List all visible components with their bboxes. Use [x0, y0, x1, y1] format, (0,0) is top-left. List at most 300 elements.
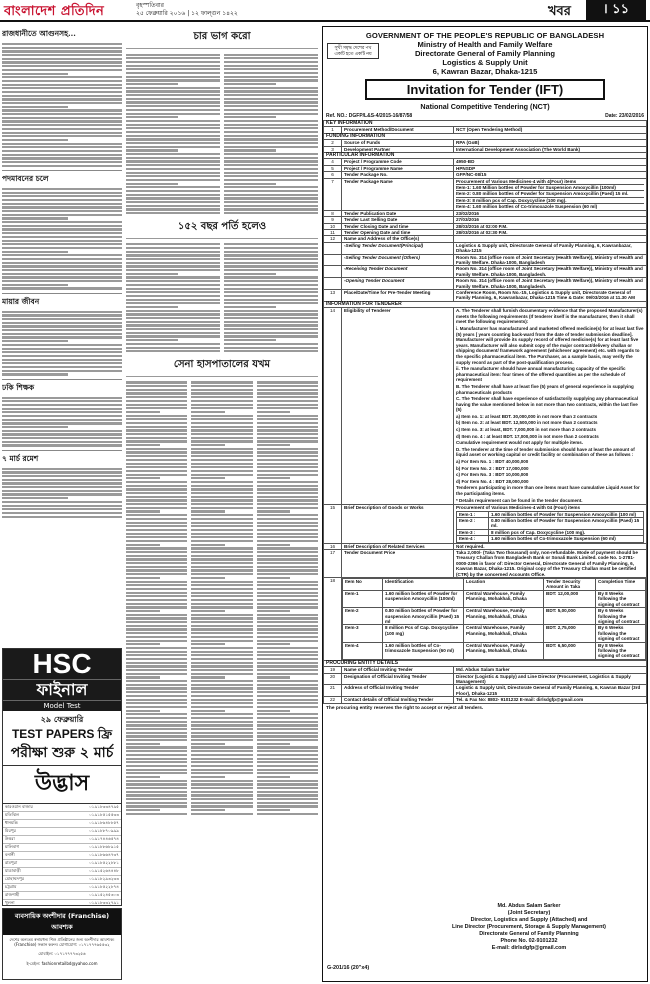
- text-line: [224, 194, 318, 196]
- row-label: Eligibility of Tenderer: [342, 308, 454, 505]
- row-value: Logistic & Supply Unit, Directorate General of Family Planning, 6, Kawran Bazar (3rd Floor), Dhaka-1215: [454, 685, 647, 697]
- text-line: [257, 396, 318, 398]
- branch-name: খুলনা: [3, 900, 60, 907]
- text-line: [224, 269, 318, 271]
- text-line: [2, 265, 122, 267]
- text-line: [2, 58, 122, 60]
- text-line: [224, 65, 318, 67]
- text-line: [126, 676, 160, 678]
- text-line: [191, 444, 225, 446]
- branch-name: রামপুরা: [3, 860, 60, 868]
- text-line: [2, 359, 122, 361]
- section-header: KEY INFORMATION: [324, 121, 647, 127]
- text-line: [191, 433, 252, 435]
- article-body: [224, 52, 318, 216]
- text-line: [257, 676, 291, 678]
- text-line: [191, 440, 252, 442]
- text-line: [126, 577, 160, 579]
- section-header: PARTICULAR INFORMATION: [324, 153, 647, 159]
- text-line: [2, 269, 122, 271]
- text-line: [126, 735, 187, 737]
- lot-id: 1.60 million bottles of Powder for suspension Amoxycillin (100ml): [383, 590, 464, 607]
- text-line: [191, 573, 252, 575]
- text-line: [257, 599, 318, 601]
- text-line: [2, 117, 122, 119]
- text-line: [2, 404, 122, 406]
- lot-table-cell: [342, 578, 647, 661]
- office-value: Room No. 314 (office room of Joint Secretary (Health Welfare)), Ministry of Health and Family Welfare. Dhaka-1000, Bangladesh.: [454, 278, 647, 290]
- text-line: [191, 400, 252, 402]
- branch-name: মিরপুর: [3, 828, 60, 836]
- row-number: 22: [324, 697, 342, 703]
- text-line: [2, 287, 122, 289]
- section-name: খবর: [548, 4, 571, 19]
- text-line: [126, 98, 220, 100]
- text-line: [257, 772, 318, 774]
- text-line: [257, 518, 318, 520]
- text-line: [224, 98, 318, 100]
- branch-phone: ০১৯১৮৫২২৮৭৪: [60, 884, 121, 892]
- text-line: [224, 149, 276, 151]
- text-line: [126, 566, 187, 568]
- text-line: [126, 813, 187, 815]
- section-header: INFORMATION FOR TENDERER: [324, 301, 647, 307]
- text-line: [257, 522, 318, 524]
- branch-name: বনানী: [3, 852, 60, 860]
- text-line: [126, 787, 187, 789]
- article-body: [126, 380, 187, 817]
- text-line: [126, 809, 160, 811]
- text-line: [191, 588, 252, 590]
- text-line: [126, 429, 187, 431]
- text-line: [126, 721, 187, 723]
- text-line: [191, 566, 252, 568]
- text-line: [191, 643, 225, 645]
- text-line: [2, 240, 122, 242]
- text-line: [2, 280, 122, 282]
- ad-test-papers: TEST PAPERS ফ্রি: [11, 727, 113, 741]
- text-line: [2, 437, 122, 439]
- office-value: Logistics & Supply unit, Directorate General of Family Planning, 6, Kawranbazar, Dhaka-1215: [454, 242, 647, 254]
- text-line: [126, 201, 220, 203]
- lot-header: Location: [464, 579, 544, 591]
- text-line: [257, 640, 318, 642]
- ref-line: [323, 113, 647, 119]
- text-line: [126, 717, 187, 719]
- text-line: [126, 691, 187, 693]
- text-line: [126, 194, 220, 196]
- text-line: [2, 195, 122, 197]
- eligibility-line: a) For Item No. 1 : BDT 40,000,000: [456, 459, 529, 465]
- ministry: Ministry of Health and Family Welfare: [417, 40, 553, 49]
- signature-line: (Joint Secretary): [507, 910, 551, 916]
- text-line: [2, 157, 122, 159]
- lot-loc: Central Warehouse, Family Planning, Mohakhali, Dhaka: [464, 642, 544, 659]
- goods-item-no: Item-1 :: [457, 511, 489, 517]
- slogan-box: সুখী সমৃদ্ধ দেশের পথ একটি হতে একটি নয়: [327, 43, 379, 59]
- text-line: [191, 407, 252, 409]
- text-line: [257, 769, 318, 771]
- text-line: [191, 496, 252, 498]
- text-line: [224, 335, 318, 337]
- text-line: [126, 65, 220, 67]
- text-line: [191, 470, 252, 472]
- eligibility-line: b) For Item No. 2 : BDT 17,000,000: [456, 465, 529, 471]
- text-line: [2, 192, 122, 194]
- text-line: [257, 433, 318, 435]
- text-line: [2, 43, 122, 45]
- text-line: [2, 344, 122, 346]
- text-line: [126, 636, 187, 638]
- row-number: 7: [324, 178, 342, 210]
- text-line: [191, 510, 225, 512]
- text-line: [224, 61, 318, 63]
- text-line: [2, 199, 122, 201]
- text-line: [126, 706, 187, 708]
- row-label: Brief Description of Related Services: [342, 543, 454, 549]
- text-line: [2, 135, 122, 137]
- article-body: [2, 188, 122, 290]
- text-line: [126, 247, 220, 249]
- text-line: [2, 262, 122, 264]
- text-line: [191, 499, 252, 501]
- directorate: Directorate General of Family Planning: [414, 49, 556, 58]
- text-line: [126, 474, 187, 476]
- text-line: [126, 632, 187, 634]
- row-label: Name of Official Inviting Tender: [342, 667, 454, 673]
- text-line: [2, 91, 122, 93]
- text-line: [257, 422, 318, 424]
- section-header: PROCURING ENTITY DETAILS: [324, 660, 647, 666]
- row-value: Not required.: [454, 543, 647, 549]
- text-line: [224, 288, 318, 290]
- text-line: [191, 724, 252, 726]
- text-line: [2, 124, 122, 126]
- article-body: [191, 380, 252, 817]
- text-line: [2, 366, 122, 368]
- signature-line: Phone No. 02-9101232: [500, 938, 558, 944]
- branch-phone: ০১৯১৮৫১৫৫৩৩: [60, 812, 121, 820]
- text-line: [191, 558, 252, 560]
- text-line: [126, 625, 187, 627]
- text-line: [191, 518, 252, 520]
- text-line: [257, 662, 318, 664]
- text-line: [126, 407, 187, 409]
- text-line: [191, 529, 252, 531]
- text-line: [224, 54, 318, 56]
- page-number: । ১১: [586, 0, 646, 20]
- text-line: [257, 562, 318, 564]
- article-body: [2, 397, 122, 447]
- headline: ১৫২ বছর পর্তি হলেও: [126, 219, 318, 239]
- text-line: [2, 348, 122, 350]
- text-line: [224, 183, 276, 185]
- text-line: [257, 728, 318, 730]
- branch-phone: ০১৯১৮৫২২৮৮১: [60, 860, 121, 868]
- text-line: [191, 669, 252, 671]
- row-label: Source of Funds: [342, 140, 454, 146]
- text-line: [224, 328, 318, 330]
- text-line: [2, 508, 122, 510]
- package-item: Item-4: 1.60 million bottles of Co-trimoxazole Suspension (60 ml): [456, 203, 644, 209]
- text-line: [2, 433, 122, 435]
- date: ২৫ ফেব্রুয়ারি ২০১৬ | ১২ ফাল্গুন ১৪২২: [136, 10, 238, 17]
- goods-table: [456, 511, 644, 543]
- g-code: G-201/16 (20"x4): [327, 965, 370, 971]
- text-line: [2, 98, 122, 100]
- text-line: [224, 212, 318, 214]
- text-line: [257, 673, 318, 675]
- text-line: [126, 299, 220, 301]
- text-line: [191, 466, 252, 468]
- tender-table: [323, 120, 647, 704]
- text-line: [2, 188, 122, 190]
- text-line: [191, 514, 252, 516]
- text-line: [224, 116, 276, 118]
- text-line: [126, 492, 187, 494]
- text-line: [257, 632, 318, 634]
- text-line: [257, 385, 318, 387]
- text-line: [126, 687, 187, 689]
- text-line: [257, 787, 318, 789]
- row-number: 3: [324, 146, 342, 152]
- text-line: [126, 94, 220, 96]
- branch-phone: ০১৯১৮৬৬৪৭৩৭: [60, 852, 121, 860]
- text-line: [126, 529, 187, 531]
- text-line: [2, 228, 122, 230]
- text-line: [2, 400, 122, 402]
- text-line: [126, 109, 220, 111]
- text-line: [257, 735, 318, 737]
- ad-model-test: Model Test: [3, 700, 121, 711]
- text-line: [2, 210, 122, 212]
- text-line: [257, 761, 318, 763]
- text-line: [257, 540, 318, 542]
- text-line: [126, 284, 220, 286]
- row-number: 12: [324, 236, 342, 242]
- article-body: [126, 242, 220, 354]
- text-line: [2, 247, 122, 249]
- row-number: 9: [324, 217, 342, 223]
- text-line: [191, 551, 252, 553]
- text-line: [191, 765, 252, 767]
- text-line: [224, 265, 318, 267]
- row-value: Director (Logistic & Supply) and Line Director (Procurement, Logistics & Supply Management): [454, 673, 647, 685]
- text-line: [191, 540, 252, 542]
- row-number: 14: [324, 308, 342, 505]
- ad-start: পরীক্ষা শুরু ২ মার্চ: [10, 745, 114, 761]
- text-line: [257, 805, 318, 807]
- text-line: [191, 610, 225, 612]
- text-line: [2, 154, 122, 156]
- text-line: [126, 499, 187, 501]
- text-line: [224, 276, 318, 278]
- text-line: [126, 392, 187, 394]
- text-line: [126, 654, 187, 656]
- text-line: [257, 743, 291, 745]
- row-value: International Development Association (The World Bank): [454, 146, 647, 152]
- row-label: Address of Official Inviting Tender: [342, 685, 454, 697]
- text-line: [2, 225, 122, 227]
- text-line: [257, 569, 318, 571]
- text-line: [257, 706, 318, 708]
- goods-item-no: Item-3 :: [457, 529, 489, 535]
- text-line: [126, 265, 220, 267]
- text-line: [126, 440, 187, 442]
- text-line: [126, 485, 187, 487]
- text-line: [224, 284, 318, 286]
- text-line: [2, 329, 122, 331]
- text-line: [126, 54, 220, 56]
- text-line: [126, 794, 187, 796]
- branch-name: উত্তরা: [3, 836, 60, 844]
- text-line: [257, 687, 318, 689]
- lot-sec: BDT: 2,75,000: [544, 625, 596, 642]
- text-line: [257, 636, 318, 638]
- row-number: 4: [324, 159, 342, 165]
- text-line: [191, 713, 252, 715]
- text-line: [126, 302, 220, 304]
- eligibility-line: c) Item no. 3: at least, BDT. 7,000,000 in not more than 2 contracts: [456, 427, 597, 433]
- text-line: [2, 47, 122, 49]
- text-line: [126, 791, 187, 793]
- row-value: HPNSDP: [454, 165, 647, 171]
- text-line: [126, 295, 220, 297]
- text-line: [126, 459, 187, 461]
- text-line: [126, 291, 220, 293]
- text-line: [191, 581, 252, 583]
- text-line: [191, 662, 252, 664]
- text-line: [257, 437, 318, 439]
- text-line: [257, 536, 318, 538]
- branch-name: কারওয়ান বাজার: [3, 804, 60, 812]
- text-line: [191, 654, 252, 656]
- franchise-title: ব্যবসায়িক অংশীদার (Franchise) আবশ্যক: [3, 909, 121, 935]
- branch-phone: ০১৯১৭৪৪৬৫৭৪: [60, 836, 121, 844]
- text-line: [126, 732, 187, 734]
- text-line: [126, 328, 220, 330]
- text-line: [126, 175, 220, 177]
- text-line: [191, 599, 252, 601]
- text-line: [2, 355, 122, 357]
- signature-line: E-mail: dirlsdgfp@gmail.com: [491, 945, 567, 951]
- text-line: [126, 146, 220, 148]
- text-line: [126, 481, 187, 483]
- text-line: [126, 477, 160, 479]
- eligibility-line: C. The Tenderer shall have experience of satisfactorily supplying any pharmaceutical having the value mentioned below in not more than two contracts, within the last five (5): [456, 396, 638, 413]
- ift-title: Invitation for Tender (IFT): [365, 79, 605, 100]
- text-line: [257, 658, 318, 660]
- lot-time: By 8 Weeks following the signing of contract: [596, 642, 646, 659]
- text-line: [257, 606, 318, 608]
- branch-name: যাত্রাবাড়ী: [3, 868, 60, 876]
- text-line: [257, 647, 318, 649]
- text-line: [2, 128, 122, 130]
- text-line: [257, 392, 318, 394]
- text-line: [224, 254, 318, 256]
- text-line: [2, 139, 68, 141]
- row-number: 13: [324, 289, 342, 301]
- lot-loc: Central Warehouse, Family Planning, Mohakhali, Dhaka: [464, 590, 544, 607]
- text-line: [2, 276, 122, 278]
- text-line: [126, 131, 220, 133]
- text-line: [126, 404, 187, 406]
- text-line: [257, 558, 318, 560]
- text-line: [126, 680, 187, 682]
- text-line: [126, 411, 160, 413]
- lot-header: Completion Time: [596, 579, 646, 591]
- article-body: [2, 43, 122, 167]
- text-line: [257, 809, 291, 811]
- text-line: [191, 658, 252, 660]
- text-line: [191, 813, 252, 815]
- eligibility-line: a) Item no. 1: at least BDT. 30,000,000 in not more than 2 contracts: [456, 413, 598, 419]
- text-line: [257, 544, 291, 546]
- text-line: [2, 206, 122, 208]
- eligibility-line: d) For Item No. 4 : BDT 28,000,000: [456, 478, 529, 484]
- text-line: [191, 474, 252, 476]
- text-line: [191, 636, 252, 638]
- text-line: [126, 321, 220, 323]
- text-line: [224, 299, 318, 301]
- text-line: [126, 258, 220, 260]
- row-label: Name and Address of the Office(s): [342, 236, 454, 242]
- text-line: [224, 83, 276, 85]
- text-line: [224, 146, 318, 148]
- text-line: [191, 743, 225, 745]
- text-line: [224, 197, 318, 199]
- text-line: [224, 94, 318, 96]
- text-line: [126, 724, 187, 726]
- text-line: [126, 350, 220, 352]
- text-line: [191, 451, 252, 453]
- text-line: [191, 632, 252, 634]
- text-line: [2, 411, 122, 413]
- text-line: [191, 617, 252, 619]
- text-line: [224, 160, 318, 162]
- text-line: [126, 124, 220, 126]
- text-line: [126, 90, 220, 92]
- lot-id: 8 million Pcs of Cap. Doxycycline (100 mg): [383, 625, 464, 642]
- row-number-empty: [324, 266, 342, 278]
- row-number: 2: [324, 140, 342, 146]
- text-line: [224, 273, 276, 275]
- text-line: [2, 426, 68, 428]
- headline: পদমাবনের চলে: [2, 173, 49, 183]
- text-line: [224, 243, 318, 245]
- text-line: [224, 350, 318, 352]
- text-line: [126, 603, 187, 605]
- text-line: [126, 684, 187, 686]
- row-label: Tender Opening Date and time: [342, 229, 454, 235]
- branch-phone: ০১৯১৮৩৩৪৭৯৫: [60, 804, 121, 812]
- row-number: 21: [324, 685, 342, 697]
- franchise-email: ই-মেইল: fashionretailbd@yahoo.com: [26, 960, 98, 966]
- address: 6, Kawran Bazar, Dhaka-1215: [432, 67, 538, 76]
- text-line: [126, 606, 187, 608]
- text-line: [2, 109, 122, 111]
- text-line: [191, 805, 252, 807]
- text-line: [224, 76, 318, 78]
- row-label: Place/Date/Time for Pre-Tender Meeting: [342, 289, 454, 301]
- text-line: [2, 318, 122, 320]
- text-line: [126, 87, 220, 89]
- text-line: [191, 492, 252, 494]
- ref-date: Date: 23/02/2016: [605, 113, 644, 119]
- text-line: [2, 95, 122, 97]
- row-number: 5: [324, 165, 342, 171]
- lot-id: 0.80 million bottles of Powder for suspension Amoxycillin (Paed) 15 ml: [383, 608, 464, 625]
